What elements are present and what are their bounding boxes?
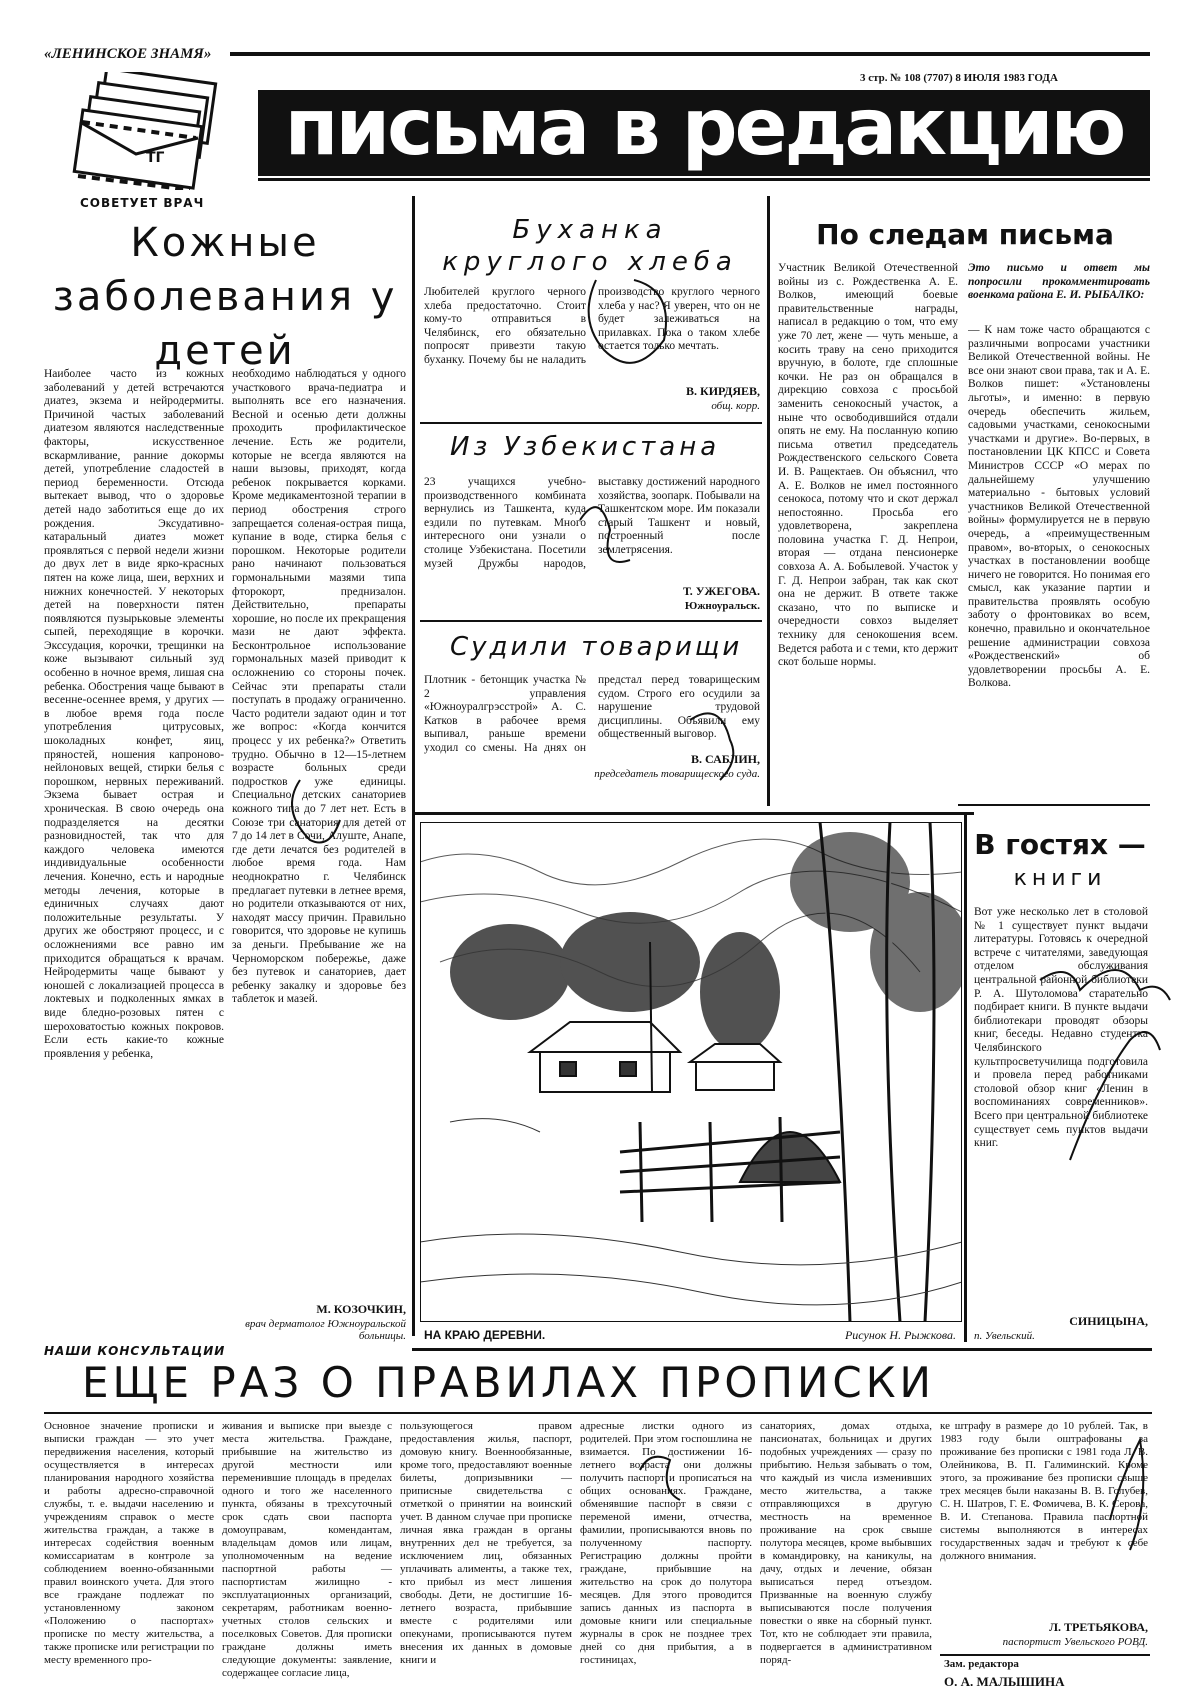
court-text: Плотник - бетонщик участка № 2 управления «Южноуралгрэсстрой» А. С. Катков в рабочее время выпивал, раньше времени уходил со смены. На днях он предстал перед товарищеским судом. Строго его осудили за нарушение трудовой дисциплины. Объявили ему общественный выговор. [424,674,760,754]
svg-text:ТГ: ТГ [146,150,165,166]
picture-right-rule [964,812,967,1342]
uzbek-rule [420,620,762,622]
registration-column-5: санаториях, домах отдыха, пансионатах, больницах и других подобных учреждениях — сразу по прибытию. Нельзя забывать о том, что каждый из числа изменивших место жительства, а также отправляющихся в другую местность на временное проживание на срок свыше полутора месяцев, кроме выбывших в командировку, на каникулы, на дачу, отдых и лечение, обязан выписаться перед отъездом. Призванные на военную службу выписываются после получения повестки о явке на сборный пункт. Тот, кто не соблюдает эти правила, подвергается в административном поряд- [760,1420,932,1666]
editor-name: О. А. МАЛЫШИНА [944,1674,1065,1689]
picture-caption-right: Рисунок Н. Рыжкова. [844,1328,956,1342]
skin-column-2: необходимо наблюдаться у одного участкового врача-педиатра и выполнять все его назначения. Весной и осенью дети должны проходить профилактическое лечение. Есть же родители, которые не всегда являются на наши вызовы, приходят, когда ребенок покрывается корками. Кроме медикаментозной терапии в период обострения строго запрещается соленая-острая пища, купание в воде, стирка белья с порошком. Некоторые родители рано начинают пользоваться гормональными мазями типа фторокорт, преднизалон. Действительно, препараты хорошие, но после их прекращения мази не дают эффекта. Бесконтрольное использование гормональных мазей приводит к осложнению со стороны почек. Сейчас эти препараты стали поступать в продажу ограниченно. Часто родители задают один и тот же вопрос: «Когда кончится процесс у их ребенка?» Ответить трудно. Обычно в 12—15-летнем возрасте больных среди подростков уже единицы. Специально детских санаториев кожного типа до 7 лет нет. Есть в Союзе три санатория для детей от 7 до 14 лет в Сочи, Алуште, Анапе, где дети лечатся без родителей в любое время года. Нам неоднократно г. Челябинск предлагает путевки в летнее время, но родители отказываются от них, находят массу причин. Правильно говорится, что здоровье не купишь за деньги. Пребывание же на Черноморском побережье, даже без путевок и санаториев, дает ребенку закалку и здоровье без таблеток и мазей. [232,368,406,1006]
issue-info: 3 стр. № 108 (7707) 8 ИЮЛЯ 1983 ГОДА [860,72,1058,84]
letter-column-2: — К нам тоже часто обращаются с различными вопросами участники Великой Отечественной войны. Не все они знают свои права, так и А. Е. Волков пишет: «Установлены льготы», и именно: в первую очередь обеспечить жильем, садовыми участками, сенокосными участками и другие». Во-первых, в постановлении ЦК КПСС и Совета Министров СССР «О мерах по дальнейшему улучшению материально - бытовых условий участников Великой Отечественной войны» формулируется не в первую очередь, а «преимущественным правом», во-вторых, о сенокосных участках в постановлении вообще ничего не говорится. Но понимая его смысл, как указание партии и правительства проявлять особую заботу о фронтовиках во всем, конечно, правильно и окончательное решение администрации совхоза «Рождественский» об удовлетворении просьбы А. Е. Волкова. [968,324,1150,690]
banner-bottom-rule [258,178,1150,181]
bread-signature: В. КИРДЯЕВ, [685,384,760,398]
books-signature-role: п. Увельский. [974,1330,1035,1342]
uzbek-signature-role: Южноуральск. [684,600,760,612]
letter-title: По следам письма [816,218,1114,251]
letter-column-2-intro: Это письмо и ответ мы попросили прокомментировать военкома района Е. И. РЫБАЛКО: [968,262,1150,302]
skin-title: Кожные заболевания у детей [52,220,398,374]
registration-column-3: пользующегося правом предоставления жилья, паспорт, домовую книгу. Военнообязанные, кроме того, предоставляют военные билеты, допризывники — приписные свидетельства с отметкой о принятии на воинский учет. В данном случае при прописке личная явка граждан в органы внутренних дел не требуется, за исключением лиц, обязанных уплачивать алименты, а также тех, кто прибыл из мест лишения свободы. Дети, не достигшие 16-летнего возраста, прибывшие вместе с родителями или опекунами, прописываются путем внесения их данных в домовые книги и [400,1420,572,1666]
paper-name: «ЛЕНИНСКОЕ ЗНАМЯ» [44,46,212,62]
skin-column-1: Наиболее часто из кожных заболеваний у детей встречаются диатез, экзема и нейродермиты. Причиной частых заболеваний диатезом являются наследственные факторы, искусственное вскармливание, ранние докормы детей, употребление сладостей в период беременности. Отсюда вытекает вывод, что о здоровье детей надо заботиться еще до их рождения. Эксудативно-катаральный диатез может проявляться с первой недели жизни до двух лет в виде ярко-красных пятен на коже лица, шеи, верхних и нижних конечностей. У некоторых детей на поверхности пятен появляются пузырьковые элементы сыпей, переходящие в корочки. Экссудация, корочки, трещинки на коже вызывают сильный зуд особенно в ночное время, лишая сна ребенка. Обострения чаще бывают в весенне-осеннее время, у других — в любое время года после употребления цитрусовых, шоколадных конфет, яиц, пряностей, ношения капроново-нейлоновых вещей, стирки белья с порошком, нервных переживаний. Экзема бывает острая и хроническая. В свою очередь она подразделяется на десятки разновидностей, так что для каждого человека имеются индивидуальные особенности лечения. Конечно, есть и народные методы лечения, которые в единичных случаях дают положительные результаты. У других же обостряют процесс, и с осложнениями все равно им приходится обращаться к врачам. Нейродермиты чаще бывают у юношей с локализацией процесса в локтевых и подколенных ямках в виде бледно-розовых пятен с шероховатостью кожных покровов. Если есть какие-то кожные проявления у ребенка, [44,368,224,1060]
uzbek-text: 23 учащихся учебно-производственного комбината вернулись из Ташкента, куда ездили по путевкам. Много интересного они узнали о столице Узбекистана. Посетили музей Дружбы народов, выставку достижений народного хозяйства, зоопарк. Побывали на Ташкентском море. Им показали старый Ташкент и новый, построенный после землетрясения. [424,476,760,570]
uzbek-signature: Т. УЖЕГОВА. [682,584,760,598]
books-title-2: книги [1013,866,1107,891]
letter-column-1: Участник Великой Отечественной войны из с. Рождественка А. Е. Волков, имеющий боевые правительственные награды, написал в редакцию о том, что ему уже 70 лет, жене — чуть меньше, а косить траву на сено приходится вручную, в болоте, где сплошные кочки. Не раз он обращался в дирекцию совхоза с просьбой заменить сенокосный участок, а ныне что освободившийся отдали опять не ему. На посланную копию письма ответил председатель Рождественского сельского Совета И. В. Ращектаев. Он объяснил, что А. Е. Волков не имел постоянного сенокоса, потому что и скот держал непостоянно. Просьба его удовлетворена, закреплена половина участка Г. Д. Непрои, вторая — отдана пенсионерке совхоза А. А. Бобылевой. Участок у Г. Д. Непрои забран, так как скот она не держит. В ответе также сказано, что по выписке и очередности совхоз выделяет технику для сенокошения всем. Ведется работа и с теми, кто держит скот больше нормы. [778,262,958,669]
bread-text: Любителей круглого черного хлеба предостаточно. Стоит кому-то отправиться в Челябинск, его обязательно попросят привезти такую буханку. Почему бы не наладить производство круглого черного хлеба у нас? Я уверен, что он не будет залеживаться на прилавках. Пока о таком хлебе остается только мечтать. [424,286,760,366]
registration-title-rule [44,1412,1152,1414]
picture-caption-left: НА КРАЮ ДЕРЕВНИ. [424,1328,546,1342]
skin-rubric: СОВЕТУЕТ ВРАЧ [80,196,205,210]
registration-title: ЕЩЕ РАЗ О ПРАВИЛАХ ПРОПИСКИ [82,1358,935,1407]
uzbek-title: Из Узбекистана [450,432,721,462]
masthead-rule [230,52,1150,56]
registration-signature: Л. ТРЕТЬЯКОВА, [1049,1620,1148,1634]
col-divider-2 [767,196,770,806]
col-divider-1 [412,196,415,1336]
bread-rule [420,422,762,424]
editor-rule [940,1654,1150,1656]
court-title: Судили товарищи [450,632,743,662]
registration-column-2: живания и выписке при выезде с места жительства. Граждане, прибывшие на жительство из другой местности или переменившие площадь в пределах одного и того же населенного пункта, обязаны в трехсуточный срок сдать свои паспорта домоуправам, комендантам, владельцам домов или лицам, уполномоченным на ведение паспортной работы — паспортистам жилищно - эксплуатационных организаций, секретарям, работникам военно-учетных столов сельских и поселковых Советов. Для прописки граждане должны иметь следующие документы: заявление, содержащее согласие лица, [222,1420,392,1679]
books-text: Вот уже несколько лет в столовой № 1 существует пункт выдачи литературы. Готовясь к очередной встрече с читателями, заведующая отделом обслуживания центральной районной библиотеки Р. А. Шутоломова старательно подбирает книги. В пункте выдачи библиотекари проводят обзоры книг, беседы. Недавно студентка Челябинского культпросветучилища подготовила и провела перед работниками столовой обзор книг «Ленин в воспоминаниях современников». Всего при центральной библиотеке существует семь пунктов выдачи книг. [974,906,1148,1150]
books-title-1: В гостях — [974,828,1146,861]
court-signature: В. САБЛИН, [691,752,760,766]
registration-column-6: ке штрафу в размере до 10 рублей. Так, в 1983 году были оштрафованы за проживание без прописки с 1981 года Л. В. Олейникова, В. П. Галиминский. Кроме этого, за проживание без прописки свыше трех месяцев были наказаны В. В. Голубев, С. Н. Шатров, Г. Е. Фомичева, В. К. Серова, В. И. Степанова. Правила паспортной системы выполняются в интересах государственных задач и требуют к себе должного внимания. [940,1420,1148,1562]
banner-title: письма в редакцию [284,83,1124,173]
picture-top-right-rule [958,804,1150,806]
bread-signature-role: общ. корр. [711,400,760,412]
court-signature-role: председатель товарищеского суда. [594,768,760,780]
skin-signature-role: врач дерматолог Южноуральской больницы. [245,1318,406,1342]
registration-top-rule [412,1348,1152,1351]
registration-column-1: Основное значение прописки и выписки граждан — это учет передвижения населения, который осуществляется в интересах планирования народного хозяйства и работы адресно-справочной службы, т. е. выдачи населению и учреждениям справок о месте жительства граждан, а также в интересах содействия военным комиссариатам в контроле за соблюдением военно-обязанными правил воинского учета. Для этого все граждане подлежат по установленному законом «Положению о паспортах» прописке по месту жительства, а также прописке или регистрации по месту временного про- [44,1420,214,1666]
picture-top-rule [412,812,974,815]
village-drawing [420,822,962,1322]
bread-title: Буханка круглого хлеба [442,215,738,277]
books-signature: СИНИЦЫНА, [1069,1314,1148,1328]
registration-signature-role: паспортист Увельского РОВД. [1002,1636,1148,1648]
registration-column-4: адресные листки одного из родителей. При этом госпошлина не взимается. По достижении 16-летнего возраста они должны получить паспорт и прописаться на общих основаниях. Граждане, обменявшие паспорт в связи с переменой имени, отчества, фамилии, прописываются вновь по полученному паспорту. Регистрацию должны пройти граждане, прибывшие на жительство на срок до полутора месяцев. Для этого проводится запись данных из паспорта в домовые книги или специальные журналы в срок не позднее трех дней со дня прибытия, а в гостиницах, [580,1420,752,1666]
skin-signature: М. КОЗОЧКИН, [316,1302,406,1316]
registration-rubric: НАШИ КОНСУЛЬТАЦИИ [44,1344,226,1358]
editor-role: Зам. редактора [944,1658,1019,1670]
envelopes-logo [72,72,262,190]
